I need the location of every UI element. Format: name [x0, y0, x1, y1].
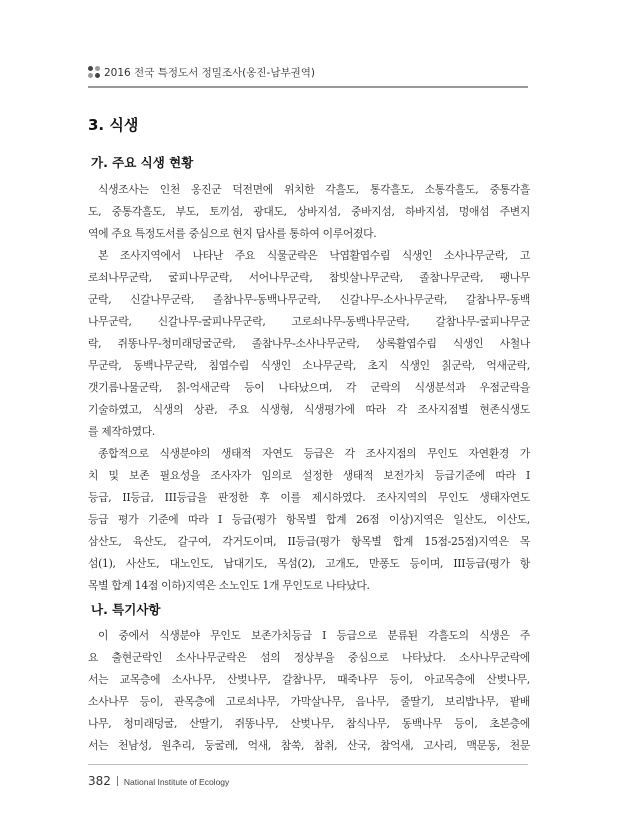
running-header [88, 64, 528, 84]
text-line: 갯기름나물군락, 칡-억새군락 등이 나타났으며, 각 군락의 식생분석과 우점군락을 [88, 381, 530, 394]
text-line: 도, 중통각흘도, 부도, 토끼섬, 광대도, 상바지섬, 중바지섬, 하바지섬, 멍애섬 주변지 [88, 205, 530, 218]
text-line: 요 출현군락인 소사나무군락은 섬의 정상부을 중심으로 나타났다. 소사나무군락에 [88, 651, 530, 664]
text-line: 나무군락, 신갈나무-굴피나무군락, 고로쇠나무-동백나무군락, 갈참나무-굴피나무군 [88, 315, 530, 328]
page-footer [88, 770, 229, 790]
text-line: 종합적으로 식생분야의 생태적 자연도 등급은 각 조사지점의 무인도 자연환경 가 [98, 447, 530, 460]
text-line: 기술하였고, 식생의 상관, 주요 식생형, 식생평가에 따라 각 조사지점별 현존식생도 [88, 403, 530, 416]
text-line: 나무, 청미래덩굴, 산딸기, 쥐똥나무, 산벚나무, 참식나무, 동백나무 등이, 초본층에 [88, 717, 530, 730]
footer-divider [88, 764, 528, 765]
header-bullet-icon [88, 66, 102, 80]
text-line: 삼산도, 육산도, 갈구여, 각거도이며, II등급(평가 항목별 합계 15점-25점)지역은 목 [88, 535, 530, 548]
text-line: 로쇠나무군락, 굴피나무군락, 서어나무군락, 참빗살나무군락, 졸참나무군락, 팽나무 [88, 271, 530, 284]
text-line: 서는 천남성, 원추리, 둥굴레, 억새, 참쑥, 참취, 산국, 참억새, 고사리, 맥문동, 천문 [88, 739, 530, 752]
text-line: 무군락, 동백나무군락, 침엽수림 식생인 소나무군락, 초지 식생인 칡군락, 억새군락, [88, 359, 530, 372]
text-line: 군락, 신갈나무군락, 졸참나무-동백나무군락, 신갈나무-소사나무군락, 갈참나무-동백 [88, 293, 530, 306]
text-line: 섬(1), 사산도, 대노인도, 납대기도, 목섬(2), 고개도, 만퐁도 등이며, III등급(평가 항 [88, 557, 530, 570]
text-line: 등급 평가 기준에 따라 I 등급(평가 항목별 합계 26점 이상)지역은 일산도, 이산도, [88, 513, 530, 526]
text-line: 서는 교목층에 소사나무, 산벚나무, 갈참나무, 때죽나무 등이, 아교목층에 산벚나무, [88, 673, 530, 686]
text-line: 이 중에서 식생분야 무인도 보존가치등급 I 등급으로 분류된 각흘도의 식생은 주 [98, 629, 530, 642]
text-line: 목별 합계 14점 이하)지역은 소노인도 1개 무인도로 나타났다. [88, 579, 370, 592]
subsection-title-vegetation-status: 가. 주요 식생 현황 [91, 155, 194, 170]
text-line: 등급, II등급, III등급을 판정한 후 이를 제시하였다. 조사지역의 무인도 생태자연도 [88, 491, 530, 504]
subsection-title-special-notes: 나. 특기사항 [91, 602, 161, 617]
text-line: 락, 쥐똥나무-청미래덩굴군락, 졸참나무-소사나무군락, 상록활엽수림 식생인 사철나 [88, 337, 530, 350]
text-line: 역에 주요 특정도서를 중심으로 현지 답사를 통하여 이루어졌다. [88, 227, 377, 240]
text-line: 본 조사지역에서 나타난 주요 식물군락은 낙엽활엽수림 식생인 소사나무군락, 고 [98, 249, 530, 262]
page-number: 382 [88, 774, 111, 788]
text-line: 를 제작하였다. [88, 425, 156, 438]
text-line: 소사나무 등이, 관목층에 고로쇠나무, 가막살나무, 음나무, 줄딸기, 보리밥나무, 팥배 [88, 695, 530, 708]
text-line: 치 및 보존 필요성을 조사자가 임의로 설정한 생태적 보전가치 등급기준에 따라 I [88, 469, 530, 482]
footer-organization: National Institute of Ecology [123, 777, 230, 787]
section-title: 3. 식생 [88, 116, 139, 134]
footer-separator [117, 776, 118, 786]
header-title: 2016 전국 특정도서 정밀조사(옹진-남부권역) [104, 67, 316, 79]
header-divider [88, 86, 528, 88]
text-line: 식생조사는 인천 옹진군 덕전면에 위치한 각흘도, 통각흘도, 소통각흘도, 중통각흘 [98, 183, 530, 196]
